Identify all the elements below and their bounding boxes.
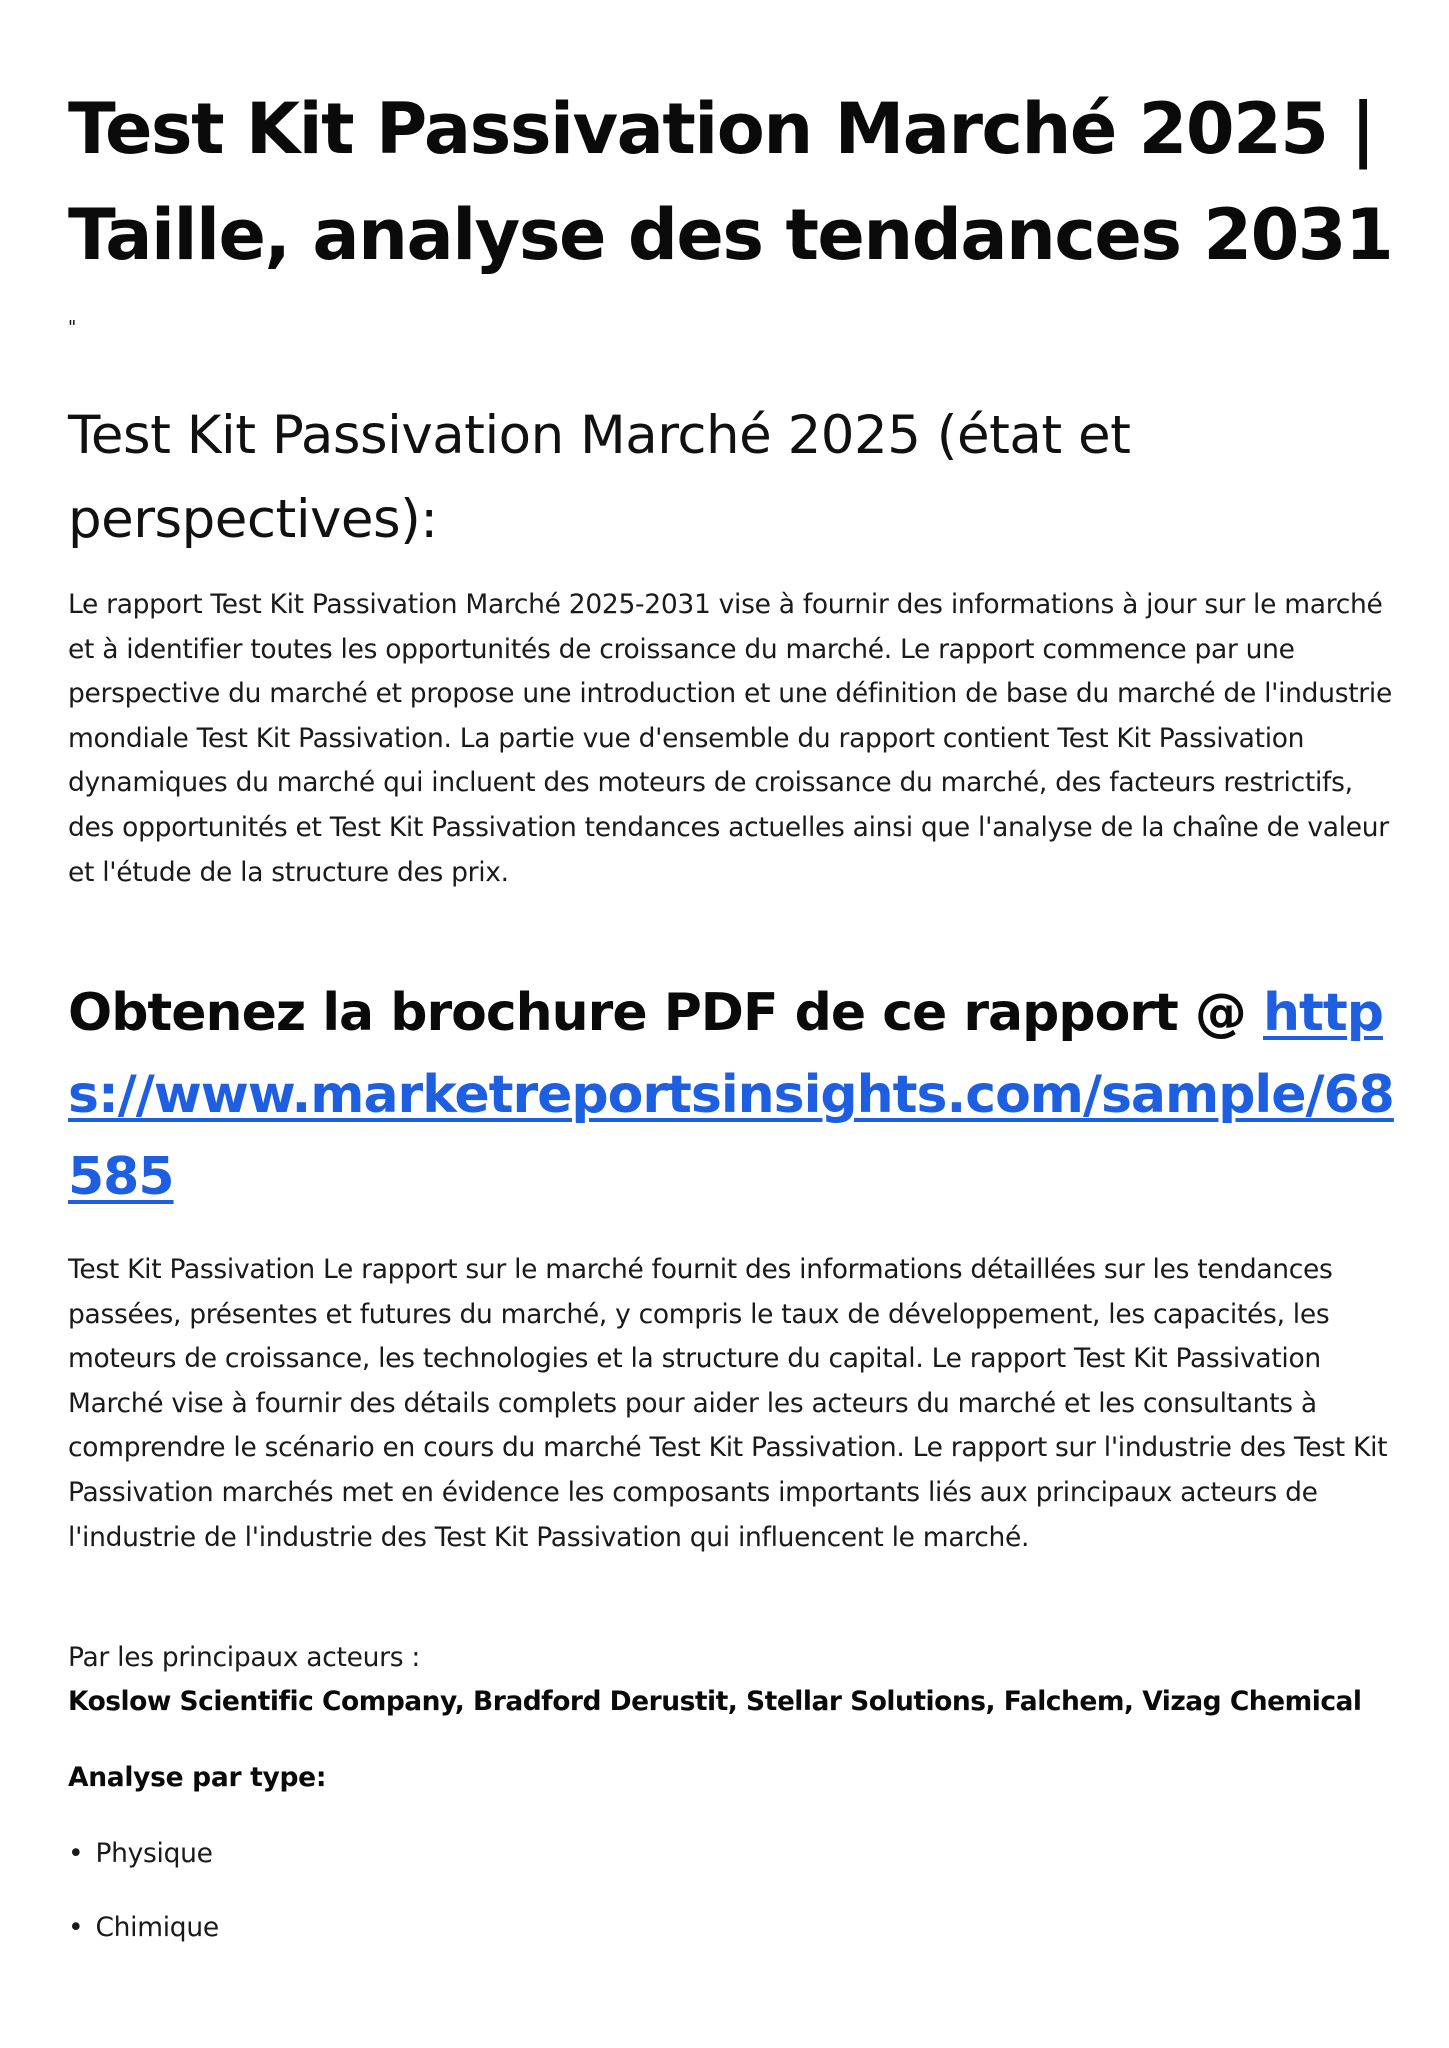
type-list: [68, 1832, 219, 1980]
quote-mark: ": [68, 317, 77, 338]
sample-report-link[interactable]: https://www.marketreportsinsights.com/sample/68585: [68, 983, 1394, 1207]
brochure-heading: [68, 972, 1398, 1218]
intro-paragraph: Le rapport Test Kit Passivation Marché 2025-2031 vise à fournir des informations à jour sur le marché et à identifier toutes les opportunités de croissance du marché. Le rapport commence par une perspective du marché et propose une introduction et une définition de base du marché de l'industrie mondiale Test Kit Passivation. La partie vue d'ensemble du rapport contient Test Kit Passivation dynamiques du marché qui incluent des moteurs de croissance du marché, des facteurs restrictifs, des opportunités et Test Kit Passivation tendances actuelles ainsi que l'analyse de la chaîne de valeur et l'étude de la structure des prix.: [68, 589, 1392, 888]
type-analysis-heading: Analyse par type:: [68, 1762, 327, 1793]
page-title: Test Kit Passivation Marché 2025 | Taille, analyse des tendances 2031: [68, 88, 1393, 276]
bullet-icon: •: [68, 1912, 84, 1943]
type-item-label: Chimique: [95, 1912, 219, 1943]
key-players-label: Par les principaux acteurs :: [68, 1642, 420, 1673]
key-players-list: Koslow Scientific Company, Bradford Derustit, Stellar Solutions, Falchem, Vizag Chemical: [68, 1686, 1362, 1717]
type-list-item: [68, 1832, 219, 1876]
type-list-item: [68, 1906, 219, 1950]
type-item-label: Physique: [95, 1838, 213, 1869]
brochure-heading-text: Obtenez la brochure PDF de ce rapport @: [68, 983, 1263, 1043]
section-subtitle: Test Kit Passivation Marché 2025 (état et perspectives):: [68, 405, 1131, 550]
bullet-icon: •: [68, 1838, 84, 1869]
details-paragraph: Test Kit Passivation Le rapport sur le marché fournit des informations détaillées sur les tendances passées, présentes et futures du marché, y compris le taux de développement, les capacités, les moteurs de croissance, les technologies et la structure du capital. Le rapport Test Kit Passivation Marché vise à fournir des détails complets pour aider les acteurs du marché et les consultants à comprendre le scénario en cours du marché Test Kit Passivation. Le rapport sur l'industrie des Test Kit Passivation marchés met en évidence les composants importants liés aux principaux acteurs de l'industrie de l'industrie des Test Kit Passivation qui influencent le marché.: [68, 1254, 1388, 1553]
